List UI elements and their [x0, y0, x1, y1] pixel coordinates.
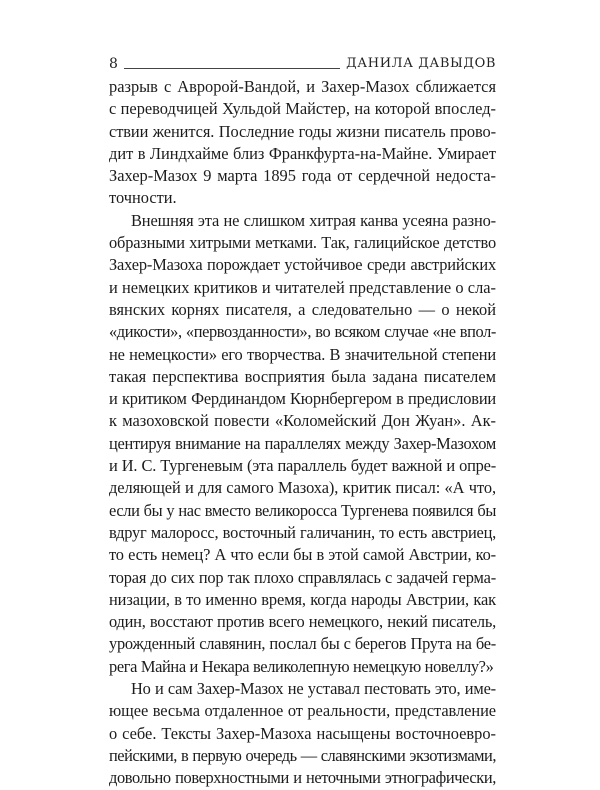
- running-title: ДАНИЛА ДАВЫДОВ: [346, 56, 496, 71]
- text-line: ствии женится. Последние годы жизни писатель прово-: [109, 121, 496, 141]
- text-line: ющее весьма отдаленное от реальности, представление: [109, 701, 496, 721]
- text-line: образными хитрыми метками. Так, галицийское детство: [109, 233, 496, 253]
- text-line: то есть немец? А что если бы в этой самой Австрии, ко-: [109, 545, 496, 565]
- text-line: Захер-Мазоха порождает устойчивое среди австрийских: [109, 255, 496, 275]
- text-line: Захер-Мазох 9 марта 1895 года от сердечной недоста-: [109, 166, 496, 186]
- text-line: и И. С. Тургеневым (эта параллель будет важной и опре-: [109, 456, 496, 476]
- header-rule: [124, 68, 340, 69]
- paragraph-3: [109, 678, 496, 789]
- text-line: Внешняя эта не слишком хитрая канва усеяна разно-: [131, 210, 496, 230]
- text-line: вдруг малоросс, восточный галичанин, то есть австриец,: [109, 522, 496, 542]
- text-line: и немецких критиков и читателей представление о сла-: [109, 277, 496, 297]
- text-line: если бы у нас вместо великоросса Тургенева появился бы: [109, 500, 496, 520]
- text-line: и критиком Фердинандом Кюрнбергером в предисловии: [109, 389, 496, 409]
- text-line: один, восстают против всего немецкого, некий писатель,: [109, 612, 496, 632]
- text-line: вянских корнях писателя, а следовательно — о некой: [109, 299, 496, 319]
- text-line: торая до сих пор так плохо справлялась с задачей герма-: [109, 567, 496, 587]
- running-header: [109, 52, 496, 72]
- text-line: центируя внимание на параллелях между Захер-Мазохом: [109, 433, 496, 453]
- text-line: «дикости», «первозданности», во всяком случае «не впол-: [109, 322, 496, 342]
- page-number: 8: [109, 56, 118, 72]
- paragraph-2: [109, 210, 496, 678]
- text-line: о себе. Тексты Захер-Мазоха насыщены восточноевро-: [109, 723, 496, 743]
- text-line: точности.: [109, 188, 177, 208]
- paragraph-1: [109, 76, 496, 210]
- text-line: Но и сам Захер-Мазох не уставал пестовать это, име-: [131, 679, 496, 699]
- text-line: с переводчицей Хульдой Майстер, на которой впослед-: [109, 99, 496, 119]
- text-line: дит в Линдхайме близ Франкфурта-на-Майне. Умирает: [109, 143, 496, 163]
- text-line: рега Майна и Некара великолепную немецкую новеллу?»: [109, 656, 494, 676]
- text-line: такая перспектива восприятия была задана писателем: [109, 366, 496, 386]
- text-line: деляющей и для самого Мазоха), критик писал: «А что,: [109, 478, 496, 498]
- text-line: довольно поверхностными и неточными этнографически,: [109, 768, 496, 788]
- text-line: к мазоховской повести «Коломейский Дон Жуан». Ак-: [109, 411, 496, 431]
- text-line: низации, в то именно время, когда народы Австрии, как: [109, 589, 496, 609]
- body-text: [109, 76, 496, 790]
- text-line: разрыв с Авророй-Вандой, и Захер-Мазох сближается: [109, 77, 496, 96]
- text-line: пейскими, в первую очередь — славянскими экзотизмами,: [109, 745, 496, 765]
- text-line: урожденный славянин, послал бы с берегов Прута на бе-: [109, 634, 496, 654]
- text-line: не немецкости» его творчества. В значительной степени: [109, 344, 496, 364]
